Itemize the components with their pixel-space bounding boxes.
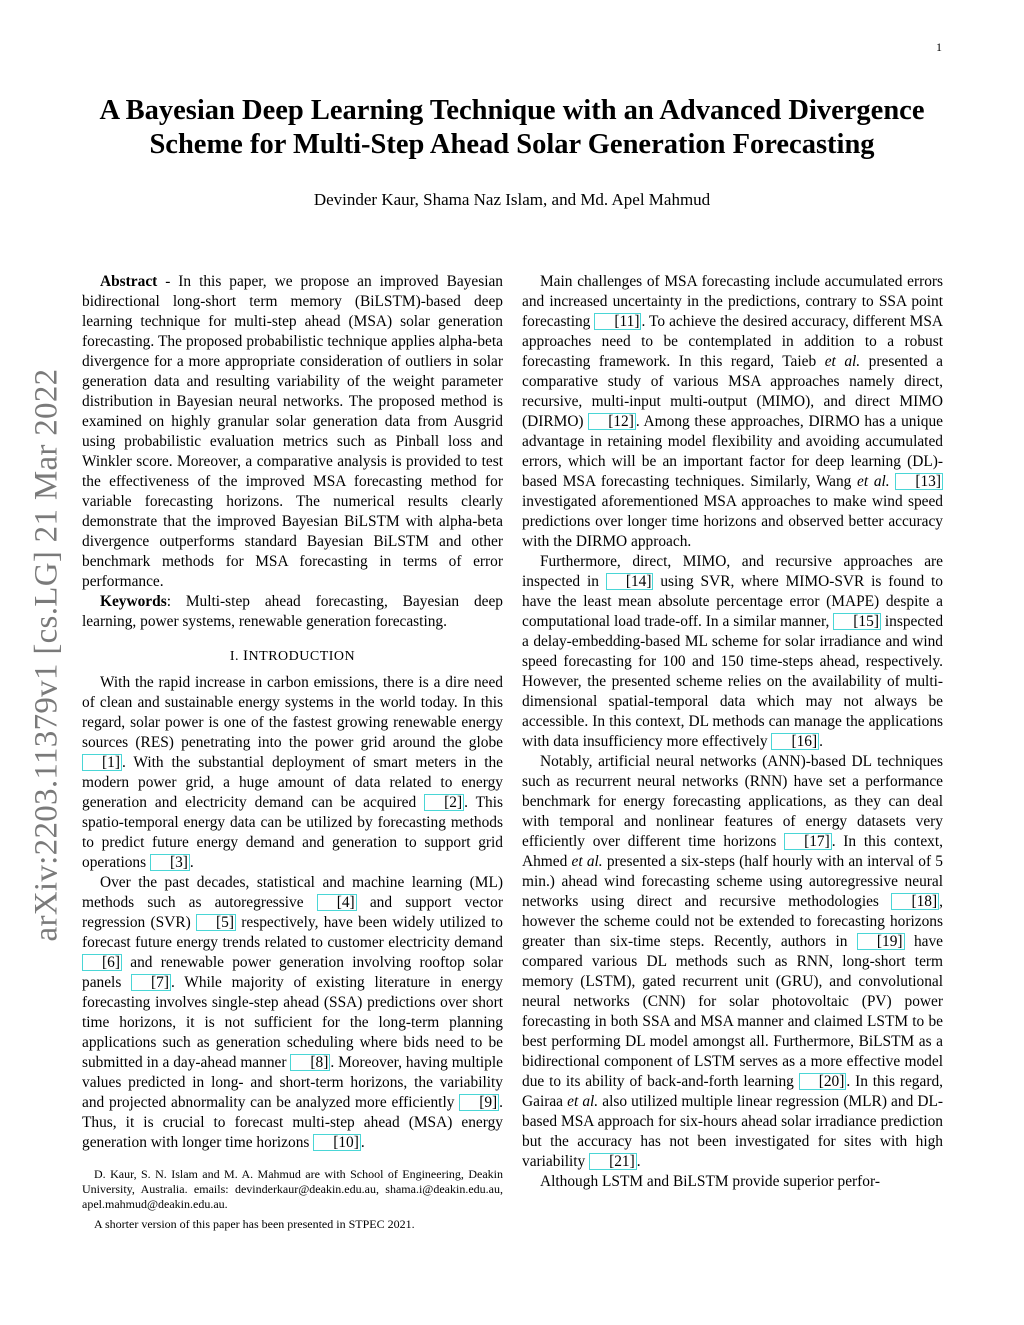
left-column <box>82 272 503 1232</box>
citation-link[interactable]: [19] <box>857 933 905 950</box>
citation-link[interactable]: [21] <box>589 1153 637 1170</box>
body-paragraph: Notably, artificial neural networks (ANN)-based DL techniques such as recurrent neural networks (RNN) have set a performance benchmark for energy forecasting applications, as they can deal with temporal and nonlinear features of energy datasets very efficiently over different time horizons [17] . In this context, Ahmed et al. presented a six-steps (half hourly with an interval of 5 min.) ahead wind forecasting scheme using autoregressive neural networks using direct and recursive methodologies [18] , however the scheme could not be extended to forecasting horizons greater than six-time steps. Recently, authors in [19] have compared various DL methods such as RNN, long-short term memory (LSTM), gated recurrent unit (GRU), and convolutional neural networks (CNN) for solar photovoltaic (PV) power forecasting in both SSA and MSA manner and claimed LSTM to be best performing DL model amongst all. Furthermore, BiLSTM as a bidirectional component of LSTM serves as a more effective model due to its ability of back-and-forth learning [20] . In this regard, Gairaa et al. also utilized multiple linear regression (MLR) and DL-based MSA approach for six-hours ahead solar irradiance prediction but the accuracy has not been investigated for sites with high variability [21] . <box>522 753 944 1170</box>
citation-link[interactable]: [3] <box>150 854 190 871</box>
affiliation-footnote: D. Kaur, S. N. Islam and M. A. Mahmud are with School of Engineering, Deakin University, Australia. emails: devinderkaur@deakin.edu.au, shama.i@deakin.edu.au, apel.mahmud@deakin.edu.au. <box>82 1167 503 1211</box>
citation-link[interactable]: [17] <box>784 833 832 850</box>
citation-link[interactable]: [15] <box>833 613 881 630</box>
right-column <box>522 272 943 1192</box>
citation-link[interactable]: [1] <box>82 754 122 771</box>
citation-link[interactable]: [12] <box>588 413 636 430</box>
body-paragraph: Furthermore, direct, MIMO, and recursive approaches are inspected in [14] using SVR, where MIMO-SVR is found to have the least mean absolute percentage error (MAPE) despite a computational load trade-off. In a similar manner, [15] inspected a delay-embedding-based ML scheme for solar irradiance and wind speed forecasting for 100 and 150 time-steps ahead, respectively. However, the presented scheme relies on the availability of multi-dimensional spatial-temporal data which may not always be accessible. In this context, DL methods can manage the applications with data insufficiency more effectively [16] . <box>522 553 944 750</box>
citation-link[interactable]: [8] <box>290 1054 330 1071</box>
citation-link[interactable]: [9] <box>459 1094 499 1111</box>
citation-link[interactable]: [4] <box>317 894 357 911</box>
keywords-label: Keywords <box>100 593 167 610</box>
citation-link[interactable]: [7] <box>131 974 171 991</box>
intro-paragraph-2: Over the past decades, statistical and machine learning (ML) methods such as autoregressive [4] and support vector regression (SVR) [5] respectively, have been widely utilized to forecast future energy trends related to customer electricity demand [6] and renewable power generation involving rooftop solar panels [7] . While majority of existing literature in energy forecasting involves single-step ahead (SSA) predictions over short time horizons, it is not sufficient for the long-term planning applications such as generation scheduling where bids need to be submitted in a day-ahead manner [8] . Moreover, having multiple values predicted in long- and short-term horizons, the variability and projected abnormality can be analyzed more efficiently [9] . Thus, it is crucial to forecast multi-step ahead (MSA) energy generation with longer time horizons [10] . <box>82 874 504 1151</box>
citation-link[interactable]: [5] <box>196 914 236 931</box>
citation-link[interactable]: [13] <box>895 473 943 490</box>
citation-link[interactable]: [10] <box>313 1134 361 1151</box>
arxiv-identifier[interactable]: arXiv:2203.11379v1 [cs.LG] 21 Mar 2022 <box>28 368 65 942</box>
footnotes <box>82 1167 503 1232</box>
citation-link[interactable]: [6] <box>82 954 122 971</box>
keywords <box>82 592 503 632</box>
citation-link[interactable]: [14] <box>606 573 654 590</box>
conference-footnote: A shorter version of this paper has been presented in STPEC 2021. <box>94 1217 415 1231</box>
citation-link[interactable]: [16] <box>771 733 819 750</box>
author-list: Devinder Kaur, Shama Naz Islam, and Md. Apel Mahmud <box>313 190 711 209</box>
section-heading-introduction: I. INTRODUCTION <box>229 648 356 664</box>
body-paragraph: Main challenges of MSA forecasting include accumulated errors and increased uncertainty in the predictions, contrary to SSA point forecasting [11] . To achieve the desired accuracy, different MSA approaches need to be contemplated in addition to a robust forecasting framework. In this regard, Taieb et al. presented a comparative study of various MSA approaches namely direct, recursive, multi-input multi-output (MIMO), and direct MIMO (DIRMO) [12] . Among these approaches, DIRMO has a unique advantage in retaining model flexibility and avoiding accumulated errors, which will be an important factor for deep learning (DL)-based MSA forecasting techniques. Similarly, Wang et al. [13] investigated aforementioned MSA approaches to make wind speed predictions over longer time horizons and observed better accuracy with the DIRMO approach. <box>522 273 944 550</box>
abstract-label: Abstract <box>100 273 158 290</box>
citation-link[interactable]: [11] <box>594 313 641 330</box>
intro-paragraph-1: With the rapid increase in carbon emissions, there is a dire need of clean and sustainable energy systems in the world today. In this regard, solar power is one of the fastest growing renewable energy sources (RES) penetrating into the power grid around the globe [1] . With the substantial deployment of smart meters in the modern power grid, a huge amount of data related to energy generation and electricity demand can be acquired [2] . This spatio-temporal energy data can be utilized by forecasting methods to predict future energy demand and generation to support grid operations [3] . <box>82 674 504 871</box>
citation-link[interactable]: [2] <box>424 794 464 811</box>
abstract <box>82 272 503 592</box>
citation-link[interactable]: [20] <box>799 1073 847 1090</box>
body-paragraph: Although LSTM and BiLSTM provide superior perfor- <box>540 1173 880 1190</box>
keywords-text: : Multi-step ahead forecasting, Bayesian deep learning, power systems, renewable generation forecasting. <box>82 593 503 630</box>
page-number: 1 <box>936 40 942 54</box>
abstract-text: - In this paper, we propose an improved Bayesian bidirectional long-short term memory (BiLSTM)-based deep learning technique for multi-step ahead (MSA) solar generation forecasting. The proposed probabilistic technique applies alpha-beta divergence for a more appropriate consideration of outliers in solar generation data and resulting variability of the weight parameter distribution in Bayesian neural networks. The proposed method is examined on highly granular solar generation data from Ausgrid using probabilistic evaluation metrics such as Pinball loss and Winkler score. Moreover, a comparative analysis is provided to test the effectiveness of the improved MSA forecasting method for variable forecasting horizons. The numerical results clearly demonstrate that the improved Bayesian BiLSTM with alpha-beta divergence outperforms standard Bayesian BiLSTM and other benchmark methods for MSA forecasting in terms of error performance. <box>82 273 503 590</box>
paper-title: A Bayesian Deep Learning Technique with an Advanced Divergence Scheme for Multi-Step Ahead Solar Generation Forecasting <box>99 95 925 160</box>
citation-link[interactable]: [18] <box>891 893 939 910</box>
